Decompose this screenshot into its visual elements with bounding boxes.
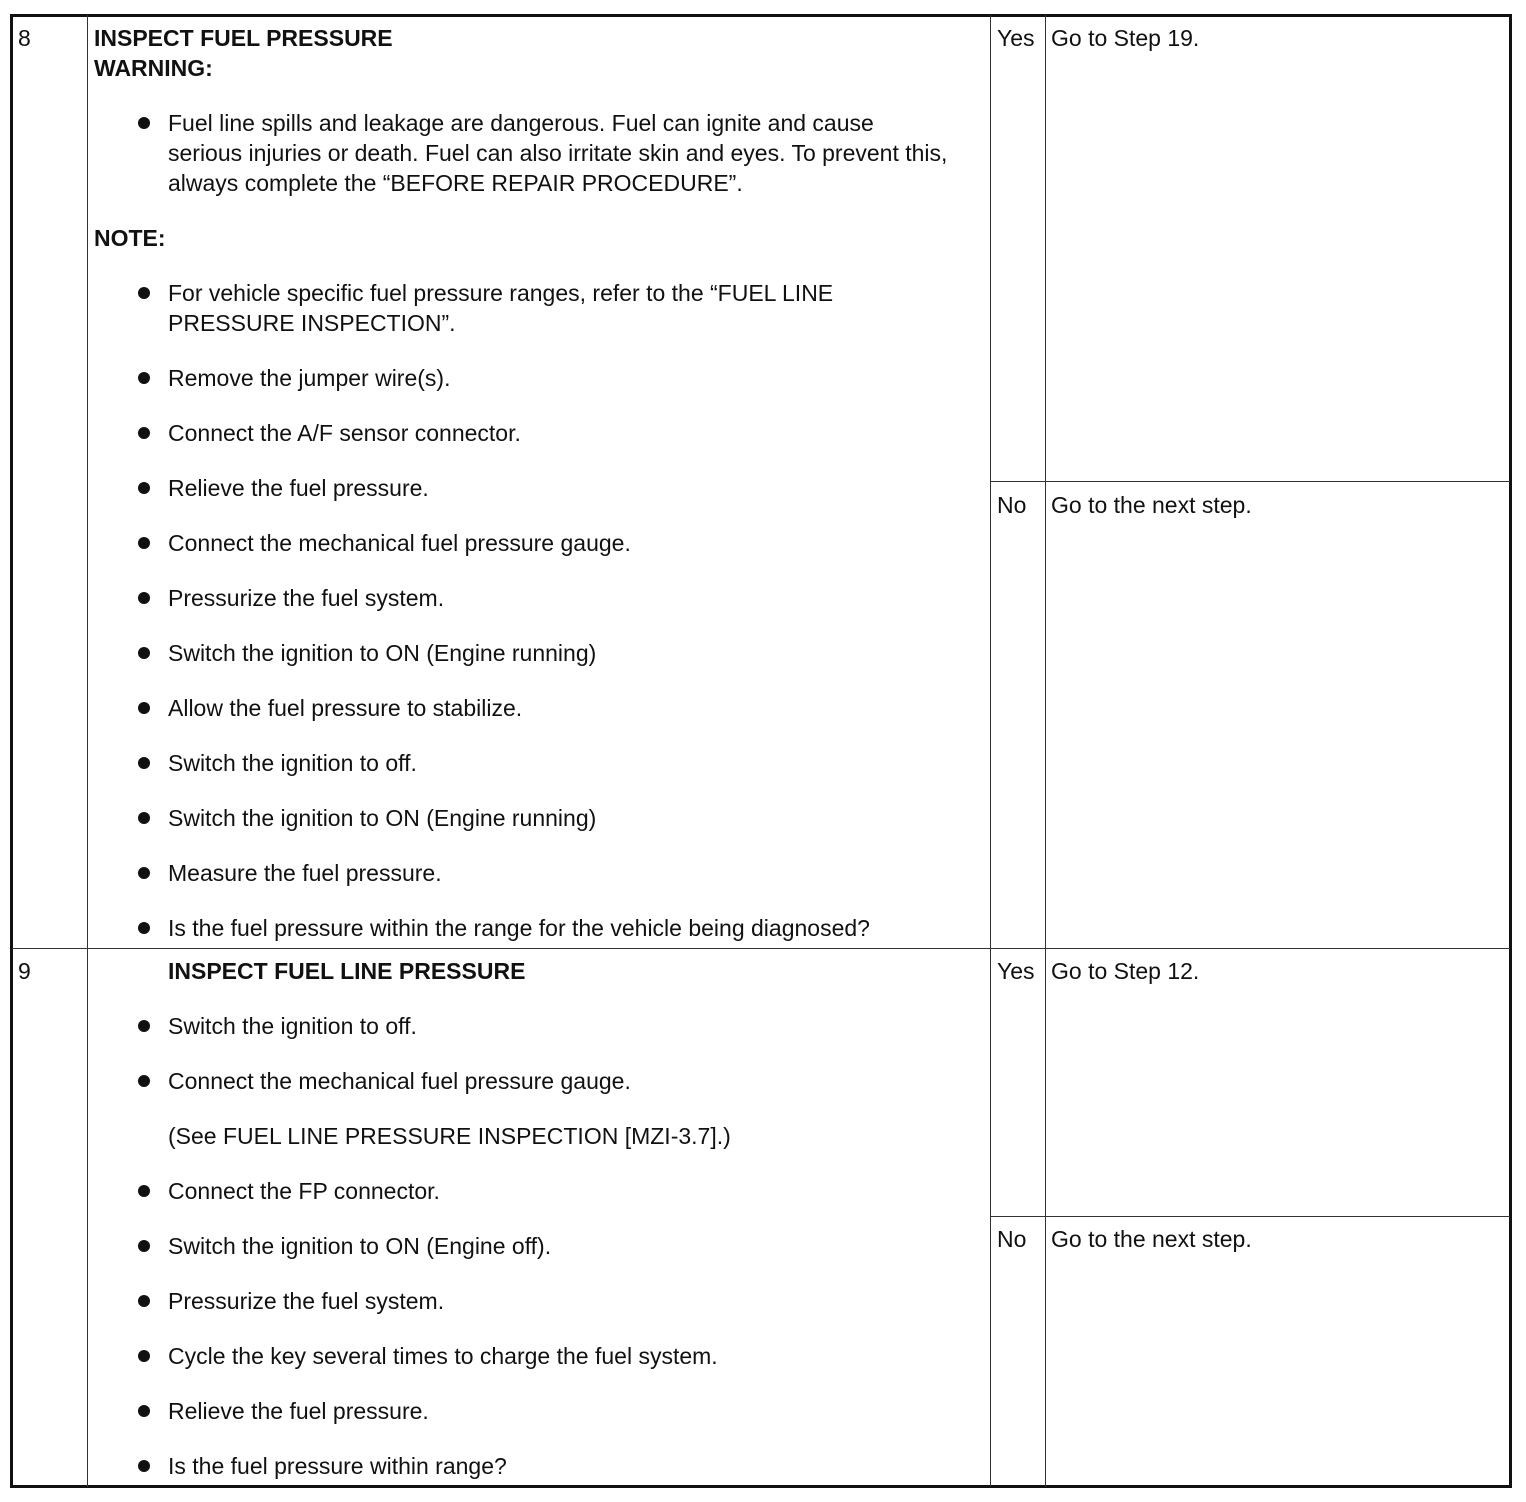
step-number: 8 bbox=[18, 25, 31, 51]
bullet-icon bbox=[138, 1460, 150, 1472]
list-item: Remove the jumper wire(s). bbox=[168, 365, 451, 391]
bullet-icon bbox=[138, 647, 150, 659]
bullet-icon bbox=[138, 922, 150, 934]
bullet-icon bbox=[138, 482, 150, 494]
list-item: Switch the ignition to off. bbox=[168, 750, 417, 776]
reference-note: (See FUEL LINE PRESSURE INSPECTION [MZI-3.7].) bbox=[168, 1123, 731, 1149]
row-divider bbox=[12, 948, 1510, 949]
note-label: NOTE: bbox=[94, 225, 166, 251]
list-item: Switch the ignition to off. bbox=[168, 1013, 417, 1039]
column-divider bbox=[1045, 15, 1046, 1487]
step-title: INSPECT FUEL PRESSURE bbox=[94, 25, 393, 51]
bullet-icon bbox=[138, 1350, 150, 1362]
list-item: Connect the FP connector. bbox=[168, 1178, 440, 1204]
column-divider bbox=[87, 15, 88, 1487]
list-item: Is the fuel pressure within range? bbox=[168, 1453, 507, 1479]
no-action: Go to the next step. bbox=[1051, 492, 1252, 518]
list-item: Measure the fuel pressure. bbox=[168, 860, 442, 886]
bullet-icon bbox=[138, 427, 150, 439]
bullet-icon bbox=[138, 1185, 150, 1197]
no-label: No bbox=[997, 492, 1027, 518]
list-item: Allow the fuel pressure to stabilize. bbox=[168, 695, 523, 721]
result-divider bbox=[990, 481, 1510, 482]
list-item: Switch the ignition to ON (Engine running) bbox=[168, 805, 597, 831]
list-item: Connect the mechanical fuel pressure gauge. bbox=[168, 530, 631, 556]
bullet-icon bbox=[138, 372, 150, 384]
yes-label: Yes bbox=[997, 25, 1035, 51]
bullet-icon bbox=[138, 1020, 150, 1032]
list-item: Switch the ignition to ON (Engine off). bbox=[168, 1233, 552, 1259]
list-item: Connect the mechanical fuel pressure gauge. bbox=[168, 1068, 631, 1094]
bullet-icon bbox=[138, 1240, 150, 1252]
list-item: Relieve the fuel pressure. bbox=[168, 1398, 429, 1424]
bullet-icon bbox=[138, 592, 150, 604]
yes-action: Go to Step 12. bbox=[1051, 958, 1200, 984]
no-action: Go to the next step. bbox=[1051, 1226, 1252, 1252]
no-label: No bbox=[997, 1226, 1027, 1252]
list-item: Is the fuel pressure within the range for the vehicle being diagnosed? bbox=[168, 915, 870, 941]
bullet-icon bbox=[138, 537, 150, 549]
list-item: For vehicle specific fuel pressure ranges, refer to the “FUEL LINE PRESSURE INSPECTION”. bbox=[168, 280, 834, 336]
bullet-icon bbox=[138, 1295, 150, 1307]
bullet-icon bbox=[138, 702, 150, 714]
yes-action: Go to Step 19. bbox=[1051, 25, 1200, 51]
list-item: Pressurize the fuel system. bbox=[168, 585, 445, 611]
warning-text: Fuel line spills and leakage are dangerous. Fuel can ignite and cause serious injuries or death. Fuel can also irritate skin and eyes. To prevent this, always complete the “BEFORE REPAIR PROCEDURE”. bbox=[168, 110, 948, 196]
bullet-icon bbox=[138, 1075, 150, 1087]
bullet-icon bbox=[138, 812, 150, 824]
list-item: Connect the A/F sensor connector. bbox=[168, 420, 521, 446]
list-item: Cycle the key several times to charge the fuel system. bbox=[168, 1343, 718, 1369]
column-divider bbox=[990, 15, 991, 1487]
list-item: Relieve the fuel pressure. bbox=[168, 475, 429, 501]
result-divider bbox=[990, 1216, 1510, 1217]
bullet-icon bbox=[138, 757, 150, 769]
warning-label: WARNING: bbox=[94, 55, 213, 81]
step-title: INSPECT FUEL LINE PRESSURE bbox=[168, 958, 526, 984]
list-item: Switch the ignition to ON (Engine running) bbox=[168, 640, 597, 666]
bullet-icon bbox=[138, 287, 150, 299]
bullet-icon bbox=[138, 117, 150, 129]
bullet-icon bbox=[138, 1405, 150, 1417]
yes-label: Yes bbox=[997, 958, 1035, 984]
list-item: Pressurize the fuel system. bbox=[168, 1288, 445, 1314]
step-number: 9 bbox=[18, 958, 31, 984]
bullet-icon bbox=[138, 867, 150, 879]
